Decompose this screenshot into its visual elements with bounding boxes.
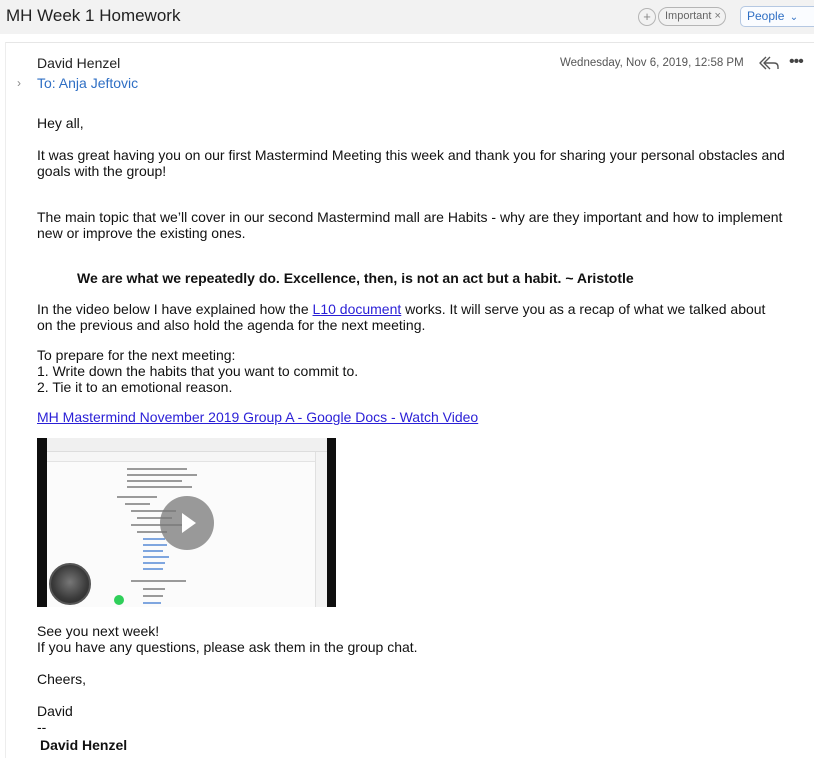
doc-line — [117, 496, 157, 498]
greeting: Hey all, — [37, 115, 84, 131]
people-button-label: People — [747, 9, 785, 23]
important-tag[interactable] — [658, 7, 726, 26]
l10-document-link[interactable]: L10 document — [312, 301, 402, 317]
people-button[interactable] — [740, 6, 814, 27]
doc-line — [125, 503, 150, 505]
paragraph-video — [37, 301, 765, 333]
doc-line — [143, 568, 163, 570]
reply-all-icon[interactable] — [758, 55, 780, 71]
recipient-line[interactable]: To: Anja Jeftovic — [37, 75, 139, 91]
preparation-list: To prepare for the next meeting: 1. Write down the habits that you want to commit to. 2. Tie it to an emotional reason. — [37, 347, 359, 395]
doc-line — [143, 602, 161, 604]
webcam-avatar — [49, 563, 91, 605]
doc-line — [143, 556, 169, 558]
doc-line — [143, 595, 163, 597]
doc-toolbar — [47, 438, 327, 452]
paragraph-video-text-1: In the video below I have explained how the — [37, 301, 313, 317]
doc-format-bar — [47, 452, 327, 462]
sign-off: David -- — [37, 703, 73, 735]
doc-line — [127, 480, 182, 482]
remove-tag-icon[interactable]: × — [714, 10, 721, 22]
signature-name: David Henzel — [40, 737, 128, 753]
doc-line — [127, 474, 197, 476]
more-options-icon[interactable]: ••• — [789, 53, 803, 70]
doc-line — [143, 588, 165, 590]
cheers-text: Cheers, — [37, 671, 87, 687]
title-bar — [0, 0, 814, 34]
doc-line — [143, 562, 165, 564]
doc-line — [127, 486, 192, 488]
add-tag-button[interactable]: + — [638, 8, 656, 26]
play-icon — [182, 513, 196, 533]
expand-details-icon[interactable]: › — [17, 76, 21, 90]
aristotle-quote: We are what we repeatedly do. Excellence, then, is not an act but a habit. ~ Aristotle — [77, 270, 634, 286]
doc-line — [143, 544, 167, 546]
status-dot — [114, 595, 124, 605]
message-date: Wednesday, Nov 6, 2019, 12:58 PM — [560, 57, 744, 69]
doc-line — [127, 468, 187, 470]
paragraph-video-text-2: works. It will serve you as a recap of what we talked about on the previous and also hold the agenda for the next meeting. — [37, 301, 766, 333]
doc-line — [131, 580, 186, 582]
doc-line — [143, 538, 165, 540]
email-subject: MH Week 1 Homework — [6, 6, 181, 25]
chevron-down-icon: ⌄ — [789, 12, 799, 23]
closing-text: See you next week! If you have any questions, please ask them in the group chat. — [37, 623, 418, 655]
doc-sidebar — [315, 452, 327, 607]
important-tag-label: Important — [665, 10, 712, 22]
paragraph-intro: It was great having you on our first Mastermind Meeting this week and thank you for sharing your personal obstacles and goals with the group! — [37, 147, 785, 179]
video-thumbnail[interactable] — [37, 438, 336, 607]
sender-name[interactable]: David Henzel — [37, 55, 121, 71]
play-button[interactable] — [160, 496, 214, 550]
video-link[interactable]: MH Mastermind November 2019 Group A - Google Docs - Watch Video — [37, 409, 479, 425]
paragraph-topic: The main topic that we’ll cover in our second Mastermind mall are Habits - why are they important and how to implement new or improve the existing ones. — [37, 209, 783, 241]
doc-line — [143, 550, 163, 552]
